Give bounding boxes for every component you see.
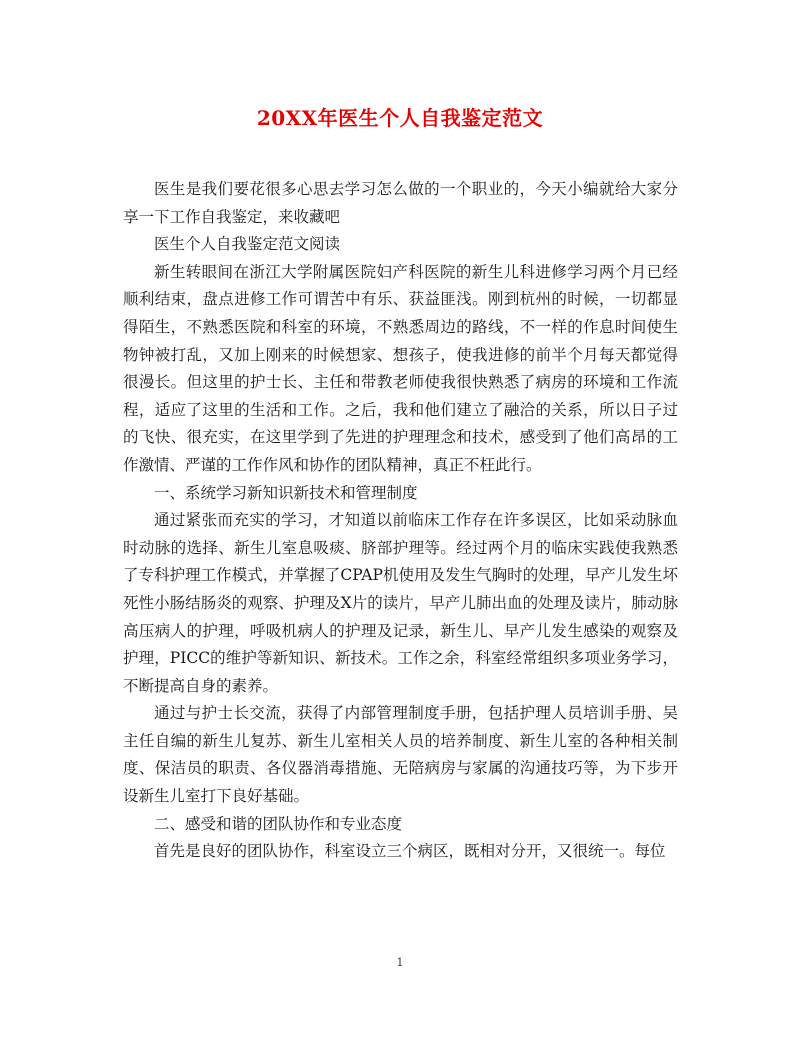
document-title: 20XX年医生个人自我鉴定范文 [256, 106, 544, 130]
intro-paragraph: 医生是我们要花很多心思去学习怎么做的一个职业的，今天小编就给大家分享一下工作自我鉴定，来收藏吧 [123, 180, 678, 226]
page-number: 1 [396, 956, 404, 969]
body-paragraph: 通过与护士长交流，获得了内部管理制度手册，包括护理人员培训手册、吴主任自编的新生儿复苏、新生儿室相关人员的培养制度、新生儿室的各种相关制度、保洁员的职责、各仪器消毒措施、无陪病房与家属的沟通技巧等，为下步开设新生儿室打下良好基础。 [123, 704, 678, 806]
section-heading-reading: 医生个人自我鉴定范文阅读 [154, 235, 341, 254]
body-paragraph: 通过紧张而充实的学习，才知道以前临床工作存在许多误区，比如采动脉血时动脉的选择、新生儿室息吸痰、脐部护理等。经过两个月的临床实践使我熟悉了专科护理工作模式，并掌握了CPAP机使用及发生气胸时的处理，早产儿发生坏死性小肠结肠炎的观察、护理及X片的读片，早产儿肺出血的处理及读片，肺动脉高压病人的护理，呼吸机病人的护理及记录，新生儿、早产儿发生感染的观察及护理，PICC的维护等新知识、新技术。工作之余，科室经常组织多项业务学习，不断提高自身的素养。 [123, 511, 678, 695]
section-heading-1: 一、系统学习新知识新技术和管理制度 [154, 483, 418, 502]
document-body [123, 176, 678, 866]
body-paragraph: 新生转眼间在浙江大学附属医院妇产科医院的新生儿科进修学习两个月已经顺利结束，盘点进修工作可谓苦中有乐、获益匪浅。刚到杭州的时候，一切都显得陌生，不熟悉医院和科室的环境，不熟悉周边的路线，不一样的作息时间使生物钟被打乱，又加上刚来的时候想家、想孩子，使我进修的前半个月每天都觉得很漫长。但这里的护士长、主任和带教老师使我很快熟悉了病房的环境和工作流程，适应了这里的生活和工作。之后，我和他们建立了融洽的关系，所以日子过的飞快、很充实，在这里学到了先进的护理理念和技术，感受到了他们高昂的工作激情、严谨的工作作风和协作的团队精神，真正不枉此行。 [123, 262, 678, 474]
body-paragraph: 首先是良好的团队协作，科室设立三个病区，既相对分开，又很统一。每位 [154, 842, 666, 861]
section-heading-2: 二、感受和谐的团队协作和专业态度 [154, 814, 403, 833]
